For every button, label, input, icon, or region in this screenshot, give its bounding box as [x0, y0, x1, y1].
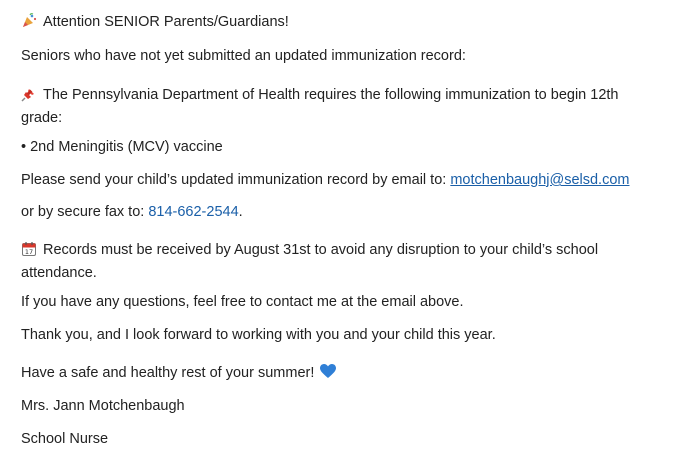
- confetti-popper-icon: [21, 13, 37, 35]
- signature-name: Mrs. Jann Motchenbaugh: [21, 398, 185, 414]
- vaccine-bullet: • 2nd Meningitis (MCV) vaccine: [21, 139, 223, 155]
- greeting-text: Attention SENIOR Parents/Guardians!: [43, 14, 289, 30]
- pushpin-icon: [21, 86, 37, 108]
- fax-line-text: or by secure fax to:: [21, 204, 149, 220]
- requirement-text: The Pennsylvania Department of Health requires the following immunization to begin 12th grade:: [21, 87, 619, 126]
- deadline-text: Records must be received by August 31st to avoid any disruption to your child’s school attendance.: [21, 242, 599, 281]
- deadline-paragraph: [21, 240, 641, 283]
- thanks-text: Thank you, and I look forward to working with you and your child this year.: [21, 327, 496, 343]
- fax-number-link[interactable]: 814-662-2544: [148, 204, 239, 220]
- email-line-text: Please send your child’s updated immunization record by email to:: [21, 172, 451, 188]
- requirement-paragraph: [21, 85, 641, 128]
- fax-line: [21, 202, 243, 222]
- closing-text: Have a safe and healthy rest of your summer!: [21, 365, 315, 381]
- questions-text: If you have any questions, feel free to contact me at the email above.: [21, 294, 464, 310]
- email-line: [21, 170, 629, 190]
- fax-line-suffix: .: [238, 204, 243, 220]
- svg-text:17: 17: [24, 248, 34, 256]
- signature-title: School Nurse: [21, 431, 109, 447]
- calendar-icon: [21, 241, 37, 263]
- closing-line: [21, 363, 336, 385]
- intro-text: Seniors who have not yet submitted an updated immunization record:: [21, 48, 466, 64]
- greeting-line: [21, 12, 289, 35]
- nurse-email-link[interactable]: motchenbaughj@selsd.com: [450, 172, 630, 188]
- blue-heart-icon: [320, 364, 336, 385]
